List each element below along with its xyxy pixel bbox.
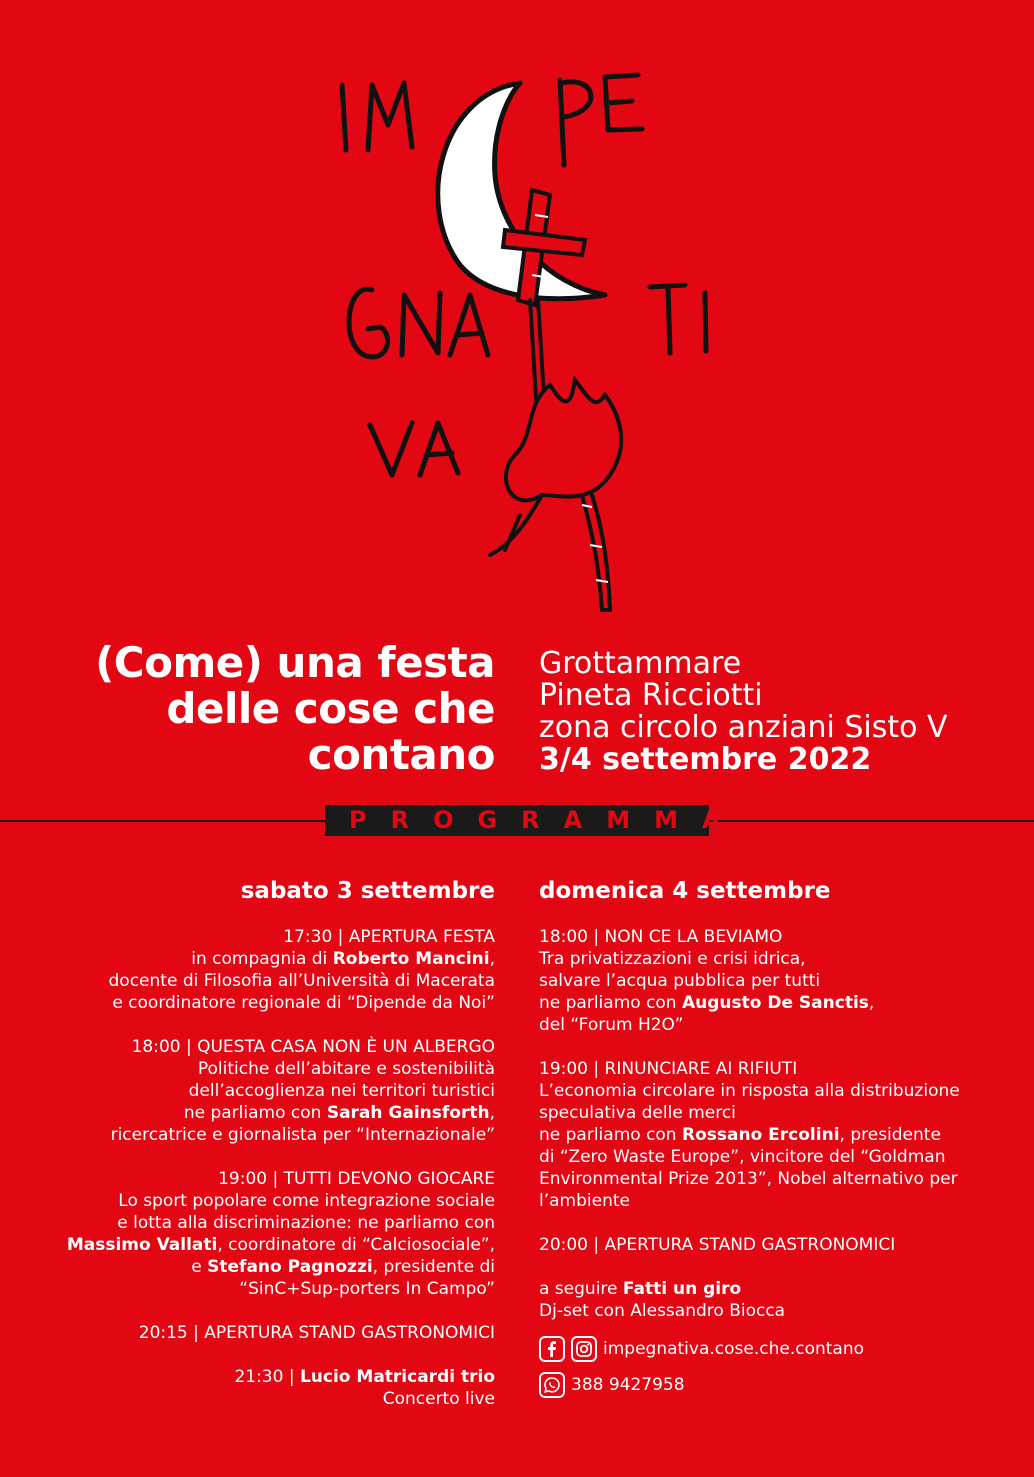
event-line (40, 1234, 495, 1256)
event-line: ricercatrice e giornalista per “Internazionale” (110, 1125, 495, 1145)
event-heading: 19:00 | RINUNCIARE AI RIFIUTI (539, 1059, 798, 1079)
event-heading: 17:30 | APERTURA FESTA (283, 927, 495, 947)
location-place: Pineta Ricciotti (539, 678, 763, 713)
saturday-event-2 (40, 1036, 495, 1146)
sunday-heading: domenica 4 settembre (539, 878, 831, 904)
logo-artwork (320, 55, 740, 625)
event-line (539, 1278, 1009, 1300)
saturday-event-4 (40, 1322, 495, 1344)
saturday-column (40, 876, 495, 1432)
saturday-event-1 (40, 926, 495, 1014)
sunday-event-2 (539, 1058, 1009, 1212)
event-line: speculativa delle merci (539, 1103, 736, 1123)
sunday-column (539, 876, 1009, 1398)
event-time: 21:30 | (234, 1367, 300, 1387)
event-location (539, 648, 1019, 776)
title-line-2: delle cose che (166, 684, 495, 733)
event-heading: 19:00 | TUTTI DEVONO GIOCARE (218, 1169, 495, 1189)
event-line (40, 1102, 495, 1124)
event-line: l’ambiente (539, 1191, 630, 1211)
event-heading: 18:00 | NON CE LA BEVIAMO (539, 927, 783, 947)
phone-contact (539, 1372, 1009, 1398)
event-line: Lo sport popolare come integrazione sociale (118, 1191, 495, 1211)
event-text: a seguire (539, 1279, 623, 1299)
event-heading: 20:15 | APERTURA STAND GASTRONOMICI (138, 1323, 495, 1343)
saturday-event-5 (40, 1366, 495, 1410)
sunday-event-3 (539, 1234, 1009, 1256)
speaker-name: Massimo Vallati (66, 1235, 218, 1255)
saturday-event-3 (40, 1168, 495, 1300)
event-line: Dj-set con Alessandro Biocca (539, 1301, 786, 1321)
title-line-3: contano (307, 730, 495, 779)
event-line (40, 948, 495, 970)
event-text: ne parliamo con (183, 1103, 327, 1123)
event-line: salvare l’acqua pubblica per tutti (539, 971, 821, 991)
event-line: Concerto live (382, 1389, 495, 1409)
dj-set-name: Fatti un giro (622, 1279, 742, 1299)
event-line: “SinC+Sup-porters In Campo” (239, 1279, 495, 1299)
speaker-name: Rossano Ercolini (682, 1125, 840, 1145)
event-text: in compagnia di (191, 949, 333, 969)
event-text: ne parliamo con (539, 993, 682, 1013)
social-contact (539, 1336, 1009, 1362)
event-heading (40, 1366, 495, 1388)
event-line: Environmental Prize 2013”, Nobel alternativo per (539, 1169, 958, 1189)
event-line (539, 1124, 1009, 1146)
facebook-icon[interactable] (539, 1336, 565, 1362)
impegnativa-logo (320, 55, 740, 625)
event-date: 3/4 settembre 2022 (539, 742, 872, 777)
phone-number[interactable]: 388 9427958 (571, 1375, 685, 1395)
event-text: , presidente (839, 1125, 941, 1145)
location-zone: zona circolo anziani Sisto V (539, 710, 948, 745)
event-line: del “Forum H2O” (539, 1015, 684, 1035)
performer-name: Lucio Matricardi trio (299, 1367, 495, 1387)
event-line: Tra privatizzazioni e crisi idrica, (539, 949, 806, 969)
event-text: , presidente di (372, 1257, 495, 1277)
event-text: ne parliamo con (539, 1125, 682, 1145)
event-line: di “Zero Waste Europe”, vincitore del “Goldman (539, 1147, 946, 1167)
event-text: , (868, 993, 875, 1013)
event-line: e lotta alla discriminazione: ne parliamo con (117, 1213, 495, 1233)
sunday-event-1 (539, 926, 1009, 1036)
sunday-event-4 (539, 1278, 1009, 1322)
speaker-name: Sarah Gainsforth (326, 1103, 490, 1123)
event-line: e coordinatore regionale di “Dipende da Noi” (112, 993, 495, 1013)
whatsapp-icon[interactable] (539, 1372, 565, 1398)
speaker-name: Stefano Pagnozzi (207, 1257, 373, 1277)
speaker-name: Roberto Mancini (332, 949, 490, 969)
event-text: , (489, 1103, 495, 1123)
event-text: , (489, 949, 495, 969)
event-title (30, 640, 495, 778)
event-line: docente di Filosofia all’Università di Macerata (108, 971, 495, 991)
event-line (40, 1256, 495, 1278)
social-handle[interactable]: impegnativa.cose.che.contano (603, 1339, 865, 1359)
speaker-name: Augusto De Sanctis (682, 993, 869, 1013)
programma-banner: PROGRAMMA (325, 805, 709, 836)
event-text: , coordinatore di “Calciosociale”, (217, 1235, 495, 1255)
event-text: e (191, 1257, 208, 1277)
event-line (539, 992, 1009, 1014)
saturday-heading: sabato 3 settembre (240, 878, 495, 904)
title-line-1: (Come) una festa (95, 638, 495, 687)
instagram-icon[interactable] (571, 1336, 597, 1362)
event-line: L’economia circolare in risposta alla distribuzione (539, 1081, 960, 1101)
event-line: Politiche dell’abitare e sostenibilità (197, 1059, 495, 1079)
location-city: Grottammare (539, 646, 742, 681)
event-line: dell’accoglienza nei territori turistici (188, 1081, 495, 1101)
event-heading: 18:00 | QUESTA CASA NON È UN ALBERGO (131, 1037, 495, 1057)
event-heading: 20:00 | APERTURA STAND GASTRONOMICI (539, 1235, 896, 1255)
